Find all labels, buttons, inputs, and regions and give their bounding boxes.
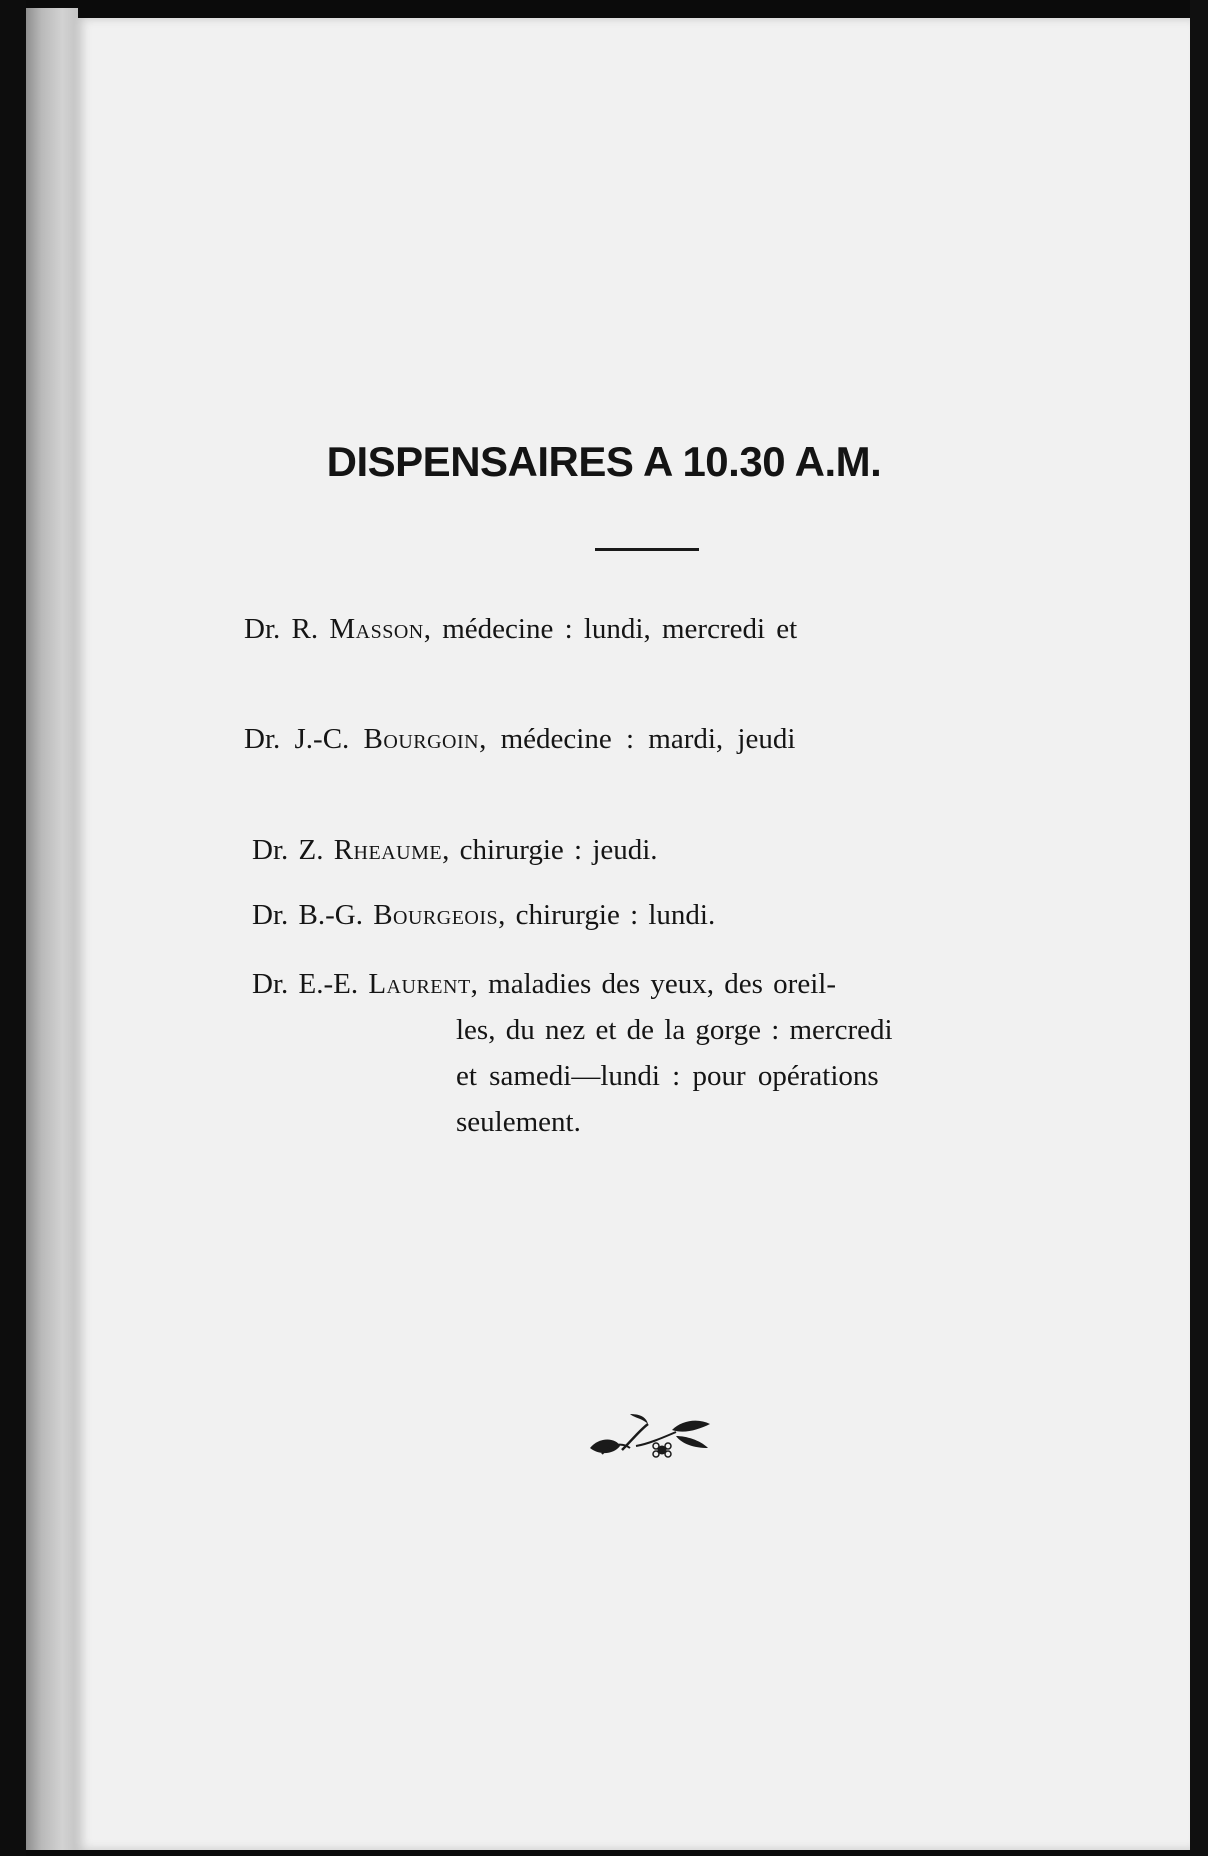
entry-first-line [252, 826, 658, 874]
floral-vignette-icon [586, 1410, 714, 1464]
entry-continuation: et samedi—lundi : pour opérations [456, 1060, 879, 1092]
entry-continuation: seulement. [456, 1106, 581, 1138]
doctor-prefix: Dr. Z. [252, 834, 324, 866]
heading-rule [595, 548, 699, 551]
doctor-prefix: Dr. R. [244, 613, 319, 645]
entry-schedule: , chirurgie : lundi. [498, 899, 716, 931]
scan-border-left [0, 0, 26, 1856]
page-spine [26, 8, 78, 1850]
entry-first-line [252, 891, 715, 939]
entry-schedule: , médecine : mardi, jeudi [479, 723, 796, 755]
entry-first-line [244, 715, 795, 763]
doctor-prefix: Dr. B.-G. [252, 899, 363, 931]
doctor-name: Rheaume [333, 834, 443, 866]
doctor-prefix: Dr. E.-E. [252, 968, 359, 1000]
entry-first-line [244, 605, 797, 653]
entry-schedule: , chirurgie : jeudi. [442, 834, 658, 866]
entry-schedule: , maladies des yeux, des oreil- [470, 968, 836, 1000]
doctor-name: Laurent [368, 968, 471, 1000]
doctor-prefix: Dr. J.-C. [244, 723, 350, 755]
page-heading: DISPENSAIRES A 10.30 A.M. [326, 438, 882, 485]
entry-continuation: les, du nez et de la gorge : mercredi [456, 1014, 893, 1046]
doctor-name: Bourgoin [363, 723, 480, 755]
entry-first-line [252, 960, 836, 1008]
scan-border-right [1190, 0, 1208, 1856]
doctor-name: Bourgeois [373, 899, 499, 931]
doctor-name: Masson [329, 613, 424, 645]
entry-schedule: , médecine : lundi, mercredi et [423, 613, 798, 645]
